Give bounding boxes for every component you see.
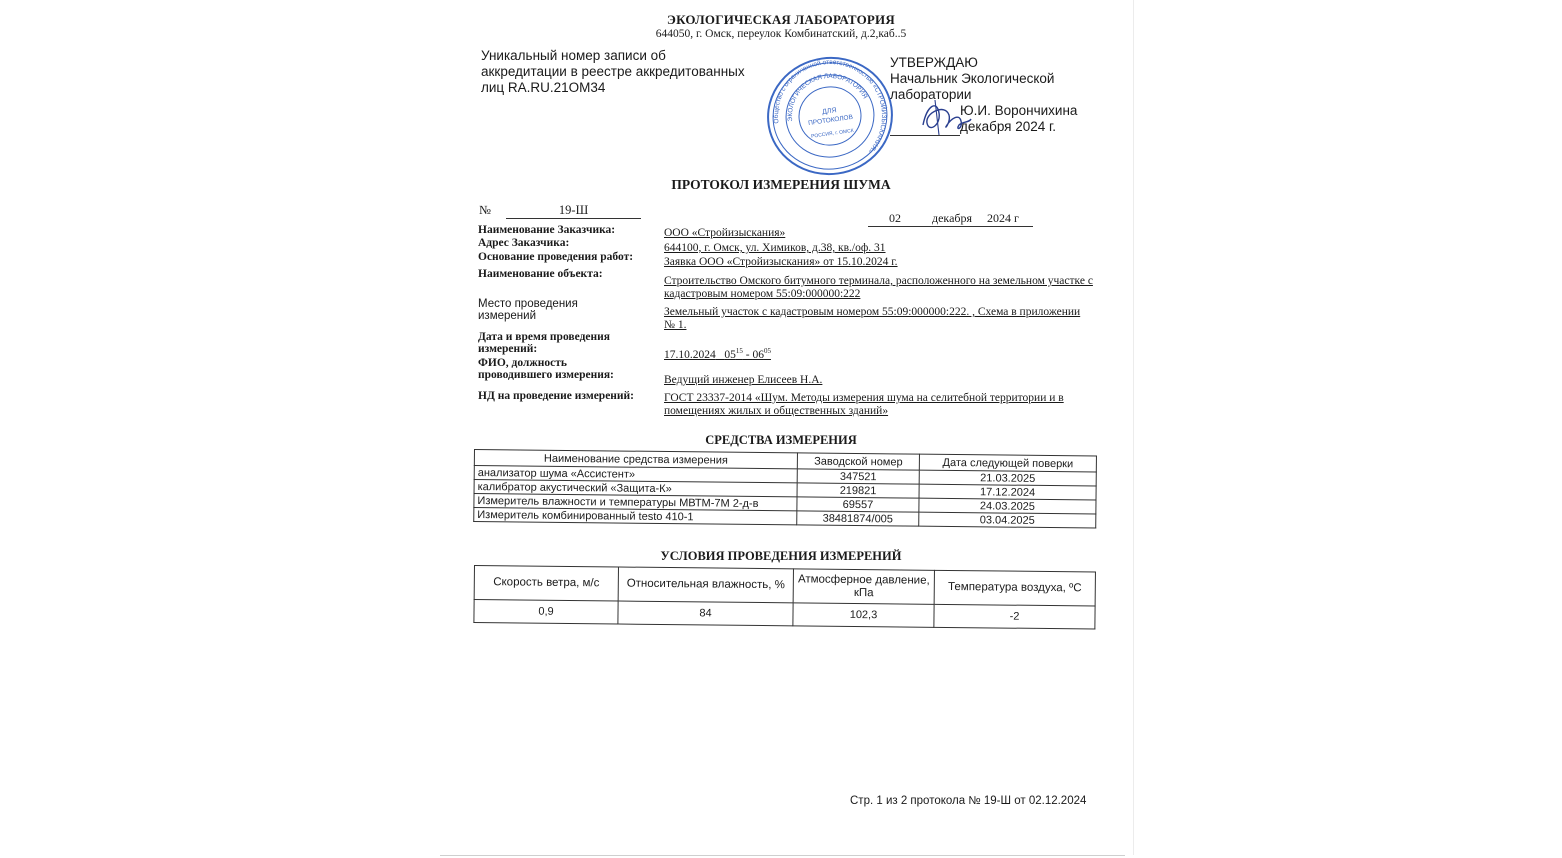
serial-number: 219821 [797,483,919,498]
date-year: 2024 г [987,211,1019,225]
pressure: 102,3 [793,603,934,627]
field-value [664,392,1094,417]
page-footer: Стр. 1 из 2 протокола № 19-Ш от 02.12.2024 [850,795,1087,807]
field-label: Адрес Заказчика: [478,237,570,249]
field-value [664,256,1094,269]
stamp-city-text: РОССИЯ, г. ОМСК [810,127,855,140]
datetime-label: измерений: [478,343,538,355]
basis-value: Заявка ООО «Стройизыскания» от 15.10.2024 г. [664,256,898,268]
datetime-value [664,349,771,361]
field-value [664,345,1094,361]
measure-date: 17.10.2024 [664,348,716,361]
approver-position: Начальник Экологической [890,71,1055,86]
start-hour: 05 [724,348,736,361]
temperature: -2 [934,604,1095,629]
conditions-table [473,565,1096,630]
field-label [478,357,658,381]
address-value: 644100, г. Омск, ул. Химиков, д.38, кв./оф. 31 [664,242,886,254]
verification-date: 17.12.2024 [919,484,1096,500]
lab-name: ЭКОЛОГИЧЕСКАЯ ЛАБОРАТОРИЯ [667,12,895,27]
lab-address: 644050, г. Омск, переулок Комбинатский, д.2,каб..5 [655,28,907,40]
datetime-label: Дата и время проведения [478,331,610,343]
document-title: ПРОТОКОЛ ИЗМЕРЕНИЯ ШУМА [671,177,891,192]
person-value: Ведущий инженер Елисеев Н.А. [664,374,823,386]
field-value [664,227,1094,240]
accreditation-line: аккредитации в реестре аккредитованных [481,64,745,79]
place-value: Земельный участок с кадастровым номером 55:09:000000:222. , Схема в приложении № 1. [664,306,1081,331]
field-label: Наименование объекта: [478,268,603,280]
end-hour: 06 [752,348,764,361]
table-header: Дата следующей поверки [919,454,1096,472]
place-label: измерений [478,310,536,322]
object-value: Строительство Омского битумного терминала, расположенного на земельном участке с кадастровым номером 55:09:000000:222 [664,275,1093,300]
date-day: 02 [889,211,901,225]
accreditation-block [481,48,751,96]
field-label: Основание проведения работ: [478,251,634,263]
table-header: Атмосферное давление, кПа [793,569,934,604]
serial-number: 38481874/005 [797,511,919,526]
field-label: Наименование Заказчика: [478,224,616,236]
stamp-inner-ring-text: ЭКОЛОГИЧЕСКАЯ ЛАБОРАТОРИЯ [786,72,869,122]
field-label [478,298,658,322]
field-label: НД на проведение измерений: [478,390,635,402]
field-value [664,242,1094,255]
round-stamp [764,55,896,177]
tools-section-title: СРЕДСТВА ИЗМЕРЕНИЯ [705,433,857,447]
page-edge [440,855,1125,856]
end-minute: 05 [763,347,771,355]
wind-speed: 0,9 [474,600,618,625]
number-label: № [479,203,491,217]
date-month: декабря [932,211,973,225]
conditions-section-title: УСЛОВИЯ ПРОВЕДЕНИЯ ИЗМЕРЕНИЙ [660,549,902,563]
person-label: ФИО, должность [478,357,567,369]
field-label [478,331,658,355]
stamp-center-text: ДЛЯ [821,107,837,117]
stamp-center-text: ПРОТОКОЛОВ [807,113,854,128]
page-edge [1133,0,1134,855]
stamp-outer-ring-text: Общество с ограниченной ответственностью «СТРОЙИЗЫСКАНИЯ» [772,58,888,155]
approve-heading: УТВЕРЖДАЮ [890,55,978,70]
place-label: Место проведения [478,298,578,310]
table-header: Заводской номер [797,453,919,470]
humidity: 84 [618,601,793,626]
serial-number: 69557 [797,497,919,512]
protocol-number: 19-Ш [506,203,641,219]
start-minute: 15 [735,347,743,355]
person-label: проводившего измерения: [478,369,614,381]
tools-table [473,449,1097,529]
serial-number: 347521 [797,469,919,484]
time-separator: - [742,348,753,361]
verification-date: 24.03.2025 [919,498,1096,514]
tool-name: Измеритель влажности и температуры МВТМ-7М 2-д-в [474,494,797,511]
customer-value: ООО «Стройизыскания» [664,227,786,239]
handwritten-signature [915,95,975,140]
field-value [664,374,1094,387]
tool-name: калибратор акустический «Защита-К» [474,480,797,497]
accreditation-number: лиц RA.RU.21OM34 [481,80,606,95]
nd-value: ГОСТ 23337-2014 «Шум. Методы измерения шума на селитебной территории и в помещениях жилых и общественных зданий» [664,392,1064,417]
table-header: Относительная влажность, % [618,567,793,603]
tool-name: Измеритель комбинированный testo 410-1 [474,508,797,525]
field-value [664,306,1094,331]
tool-name: анализатор шума «Ассистент» [474,466,797,483]
table-header: Наименование средства измерения [474,450,797,469]
approval-date: декабря 2024 г. [960,119,1057,134]
table-header: Температура воздуха, ºС [934,570,1095,606]
accreditation-line: Уникальный номер записи об [481,48,666,63]
protocol-number-row [479,203,641,219]
verification-date: 03.04.2025 [919,512,1096,528]
protocol-date-row [868,211,1033,227]
approver-position: лаборатории [890,87,972,102]
table-header: Скорость ветра, м/с [474,566,618,602]
field-value [664,275,1094,300]
approver-name: Ю.И. Ворончихина [960,103,1078,118]
verification-date: 21.03.2025 [919,470,1096,486]
